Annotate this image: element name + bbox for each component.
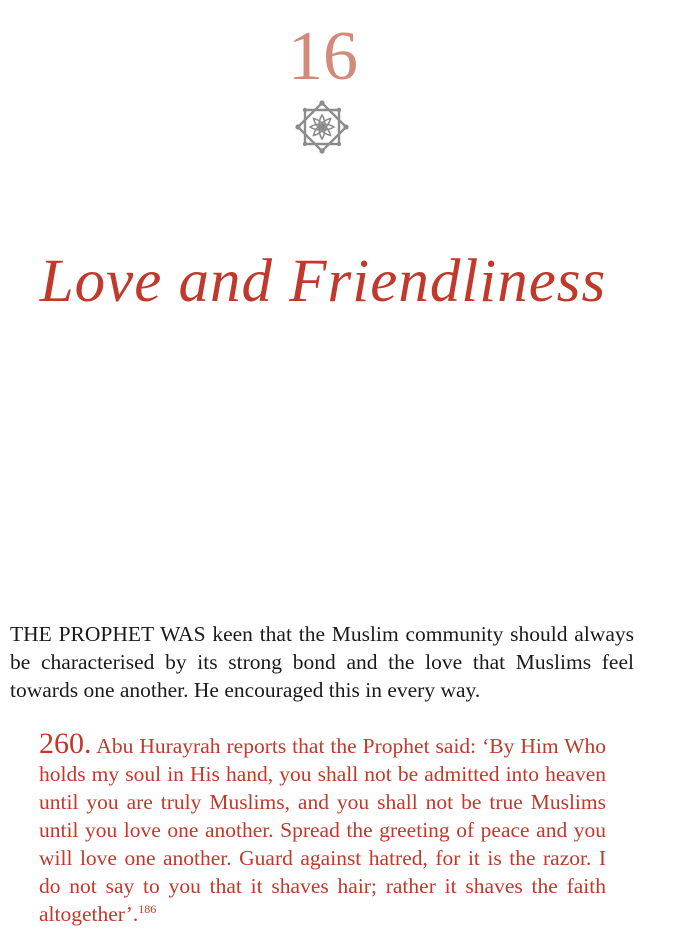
rosette-ornament-icon	[295, 100, 349, 154]
hadith-paragraph	[39, 727, 606, 928]
hadith-text: Abu Hurayrah reports that the Prophet said: ‘By Him Who holds my soul in His hand, you shall not be admitted into heaven until you are truly Muslims, and you shall not be true Muslims until you love one another. Spread the greeting of peace and you will love one another. Guard against hatred, for it is the razor. I do not say to you that it shaves hair; rather it shaves the faith altogether’.	[39, 734, 606, 926]
chapter-number: 16	[288, 18, 358, 95]
intro-paragraph	[10, 620, 634, 704]
footnote-reference[interactable]: 186	[138, 901, 157, 916]
intro-text: keen that the Muslim community should always be characterised by its strong bond and the love that Muslims feel towards one another. He encouraged this in every way.	[10, 622, 634, 702]
chapter-title: Love and Friendliness	[39, 248, 607, 315]
intro-lead-caps: THE PROPHET WAS	[10, 622, 206, 646]
hadith-number: 260.	[39, 727, 92, 760]
